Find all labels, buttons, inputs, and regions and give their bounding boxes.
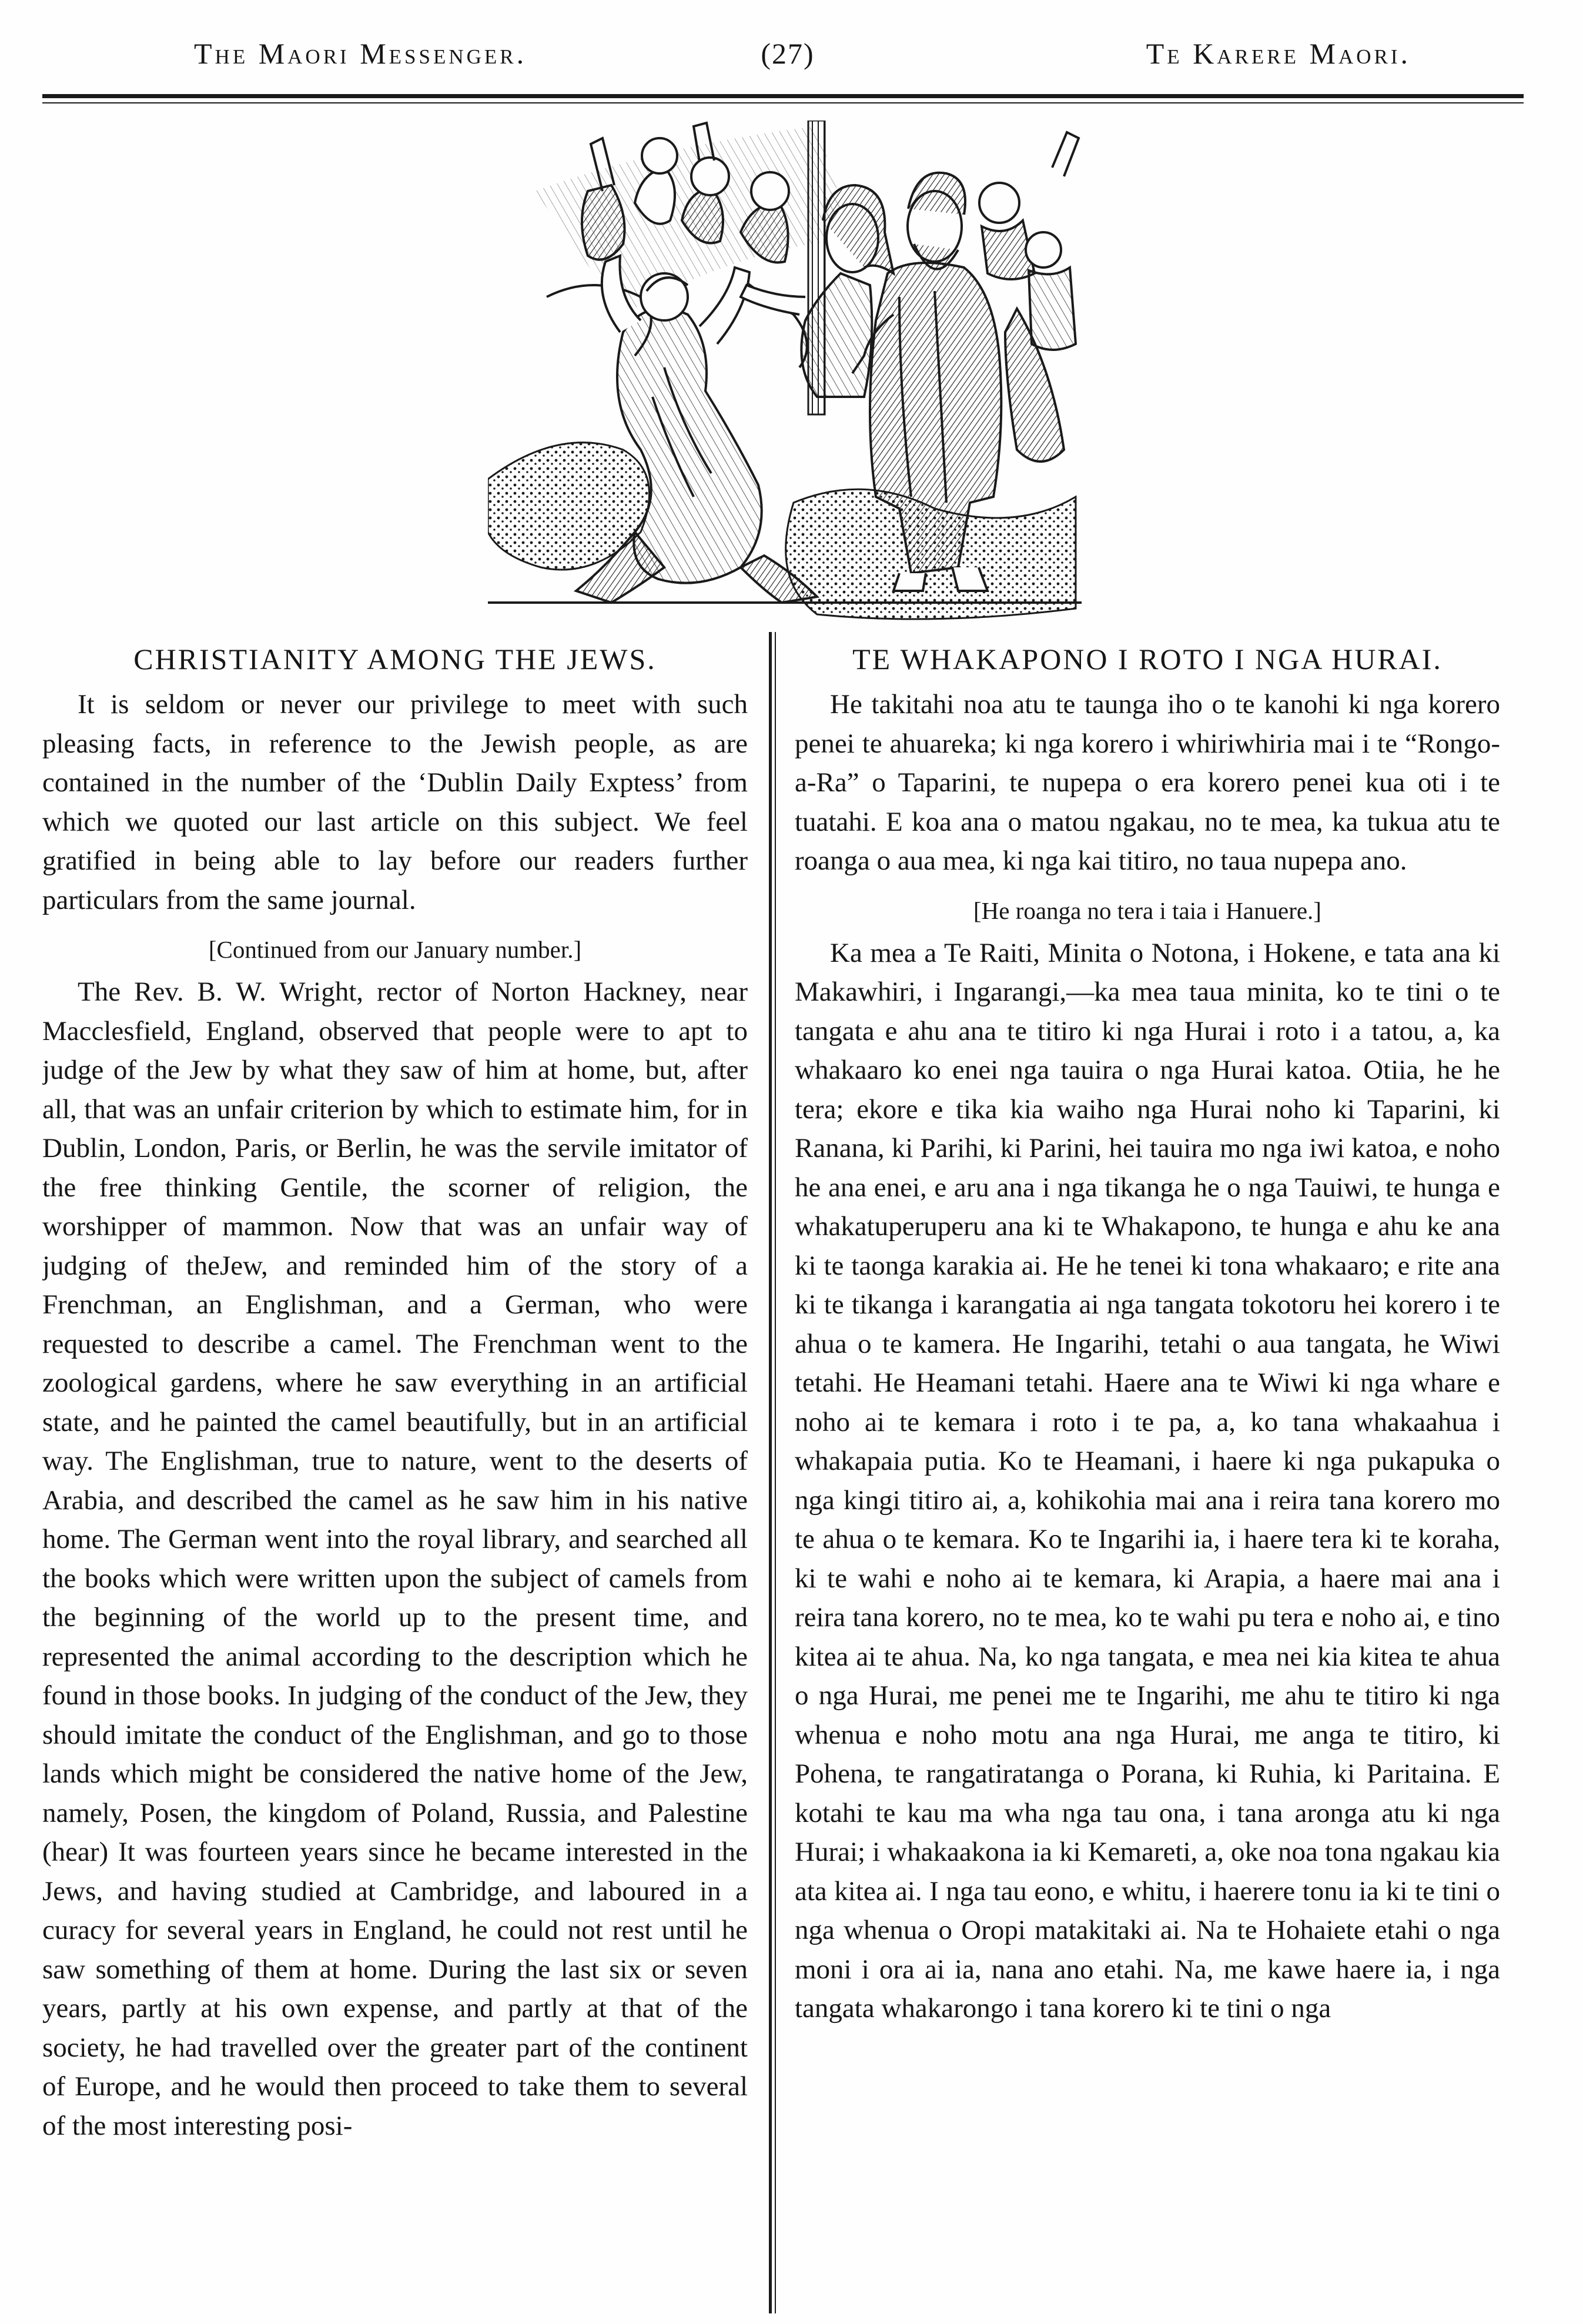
column-divider-thick xyxy=(769,632,772,2313)
english-article xyxy=(42,638,748,2302)
header-rule-thick xyxy=(42,94,1524,98)
english-intro-paragraph: It is seldom or never our privilege to meet with such pleasing facts, in reference to the Jewish people, as are contained in the number of the ‘Dublin Daily Exptess’ from which we quoted our last article on this subject. We feel gratified in being able to lay before our readers further particulars from the same journal. xyxy=(42,689,748,915)
english-article-title: CHRISTIANITY AMONG THE JEWS. xyxy=(133,643,657,676)
page-number: (27) xyxy=(761,37,815,70)
english-body-paragraph: The Rev. B. W. Wright, rector of Norton Hackney, near Macclesfield, England, observed that people were to apt to judge of the Jew by what they saw of him at home, but, after all, that was an unfair criterion by which to estimate him, for in Dublin, London, Paris, or Berlin, he was the servile imitator of the free thinking Gentile, the scorner of religion, the worshipper of mammon. Now that was an unfair way of judging of theJew, and reminded him of the story of a Frenchman, an Englishman, and a German, who were requested to describe a camel. The Frenchman went to the zoological gardens, where he saw everything in an artificial state, and he painted the camel beautifully, but in an artificial way. The Englishman, true to nature, went to the deserts of Arabia, and described the camel as he saw him in his native home. The German went into the royal library, and searched all the books which were written upon the subject of camels from the beginning of the world up to the present time, and represented the animal according to the description which he found in those books. In judging of the conduct of the Jew, they should imitate the conduct of the Englishman, and go to those lands which might be considered the native home of the Jew, namely, Posen, the kingdom of Poland, Russia, and Palestine (hear) It was fourteen years since he became interested in the Jews, and having studied at Cambridge, and laboured in a curacy for several years in England, he could not rest until he saw something of them at home. During the last six or seven years, partly at his own expense, and partly at that of the society, he had travelled over the greater part of the continent of Europe, and he would then proceed to take them to several of the most interesting posi- xyxy=(42,977,748,2141)
column-divider-thin xyxy=(775,632,776,2313)
maori-intro-paragraph: He takitahi noa atu te taunga iho o te kanohi ki nga korero penei te ahuareka; ki nga korero i whiriwhiria mai i te “Rongo-a-Ra” o Taparini, te nupepa o era korero penei kua oti i te tuatahi. E koa ana o matou ngakau, no te mea, ka tukua atu te roanga o aua mea, ki nga kai titiro, no taua nupepa ano. xyxy=(795,689,1500,876)
english-masthead-title: The Maori Messenger. xyxy=(194,37,527,70)
maori-article-title: TE WHAKAPONO I ROTO I NGA HURAI. xyxy=(852,643,1443,676)
maori-article xyxy=(795,638,1500,2302)
maori-body-paragraph: Ka mea a Te Raiti, Minita o Notona, i Hokene, e tata ana ki Makawhiri, i Ingarangi,—ka mea taua minita, ko te tini o te tangata e ahu ana te titiro ki nga Hurai i roto i a tatou, a, ka whakaaro ko enei nga tauira o nga Hurai katoa. Otiia, he he tera; ekore e tika kia waiho nga Hurai noho ki Taparini, ki Ranana, ki Parihi, ki Parini, hei tauira mo nga iwi katoa, e noho he ana enei, e aru ana i nga tikanga he o nga Tauiwi, te hunga e whakatuperuperu ana ki te Whakapono, te hunga e ahu ke ana ki te taonga karakia ai. He he tenei ki tona whakaaro; e rite ana ki te tikanga i karangatia ai nga tangata tokotoru hei korero i te ahua o te kamera. He Ingarihi, tetahi o aua tangata, he Wiwi tetahi. He Heamani tetahi. Haere ana te Wiwi ki nga whare e noho ai te kemara i roto i te pa, a, ko tana whakaahua i whakapaia putia. Ko te Heamani, i haere ki nga pukapuka o nga kingi titiro ai, a, kohikohia mai ana i reira tana korero mo te ahua o te kemara. Ko te Ingarihi ia, i haere tera ki te koraha, ki te wahi e noho ai te kemara, ki Arapia, a haere mai ana i reira tana korero, no te mea, ko te wahi pu tera e noho ai, e tino kitea ai te ahua. Na, ko nga tangata, e mea nei kia kitea te ahua o nga Hurai, me penei me te Ingarihi, me ahu te titiro ki nga whenua e noho motu ana nga Hurai, me anga te titiro, ki Pohena, te rangatiratanga o Porana, ki Ruhia, ki Paritaina. E kotahi te kau ma wha nga tau ona, i tana aronga atu ki nga Hurai; i whakaakona ia ki Kemareti, a, oke noa tona ngakau kia ata kitea ai. I nga tau eono, e whitu, i haerere tonu ia ki te tini o nga whenua o Oropi matakitaki ai. Na te Hohaiete etahi o nga moni i ora ai ia, nana ano etahi. Na, me kawe haere ia, i nga tangata whakarongo i tana korero ki te tini o nga xyxy=(795,937,1500,2024)
engraving-crowd-icon xyxy=(488,121,1082,632)
maori-masthead-title: Te Karere Maori. xyxy=(1146,37,1411,70)
header-rule-thin xyxy=(42,102,1524,103)
maori-continuation-note: [He roanga no tera i taia i Hanuere.] xyxy=(973,897,1321,924)
english-continuation-note: [Continued from our January number.] xyxy=(208,936,582,963)
running-head xyxy=(47,36,1528,83)
